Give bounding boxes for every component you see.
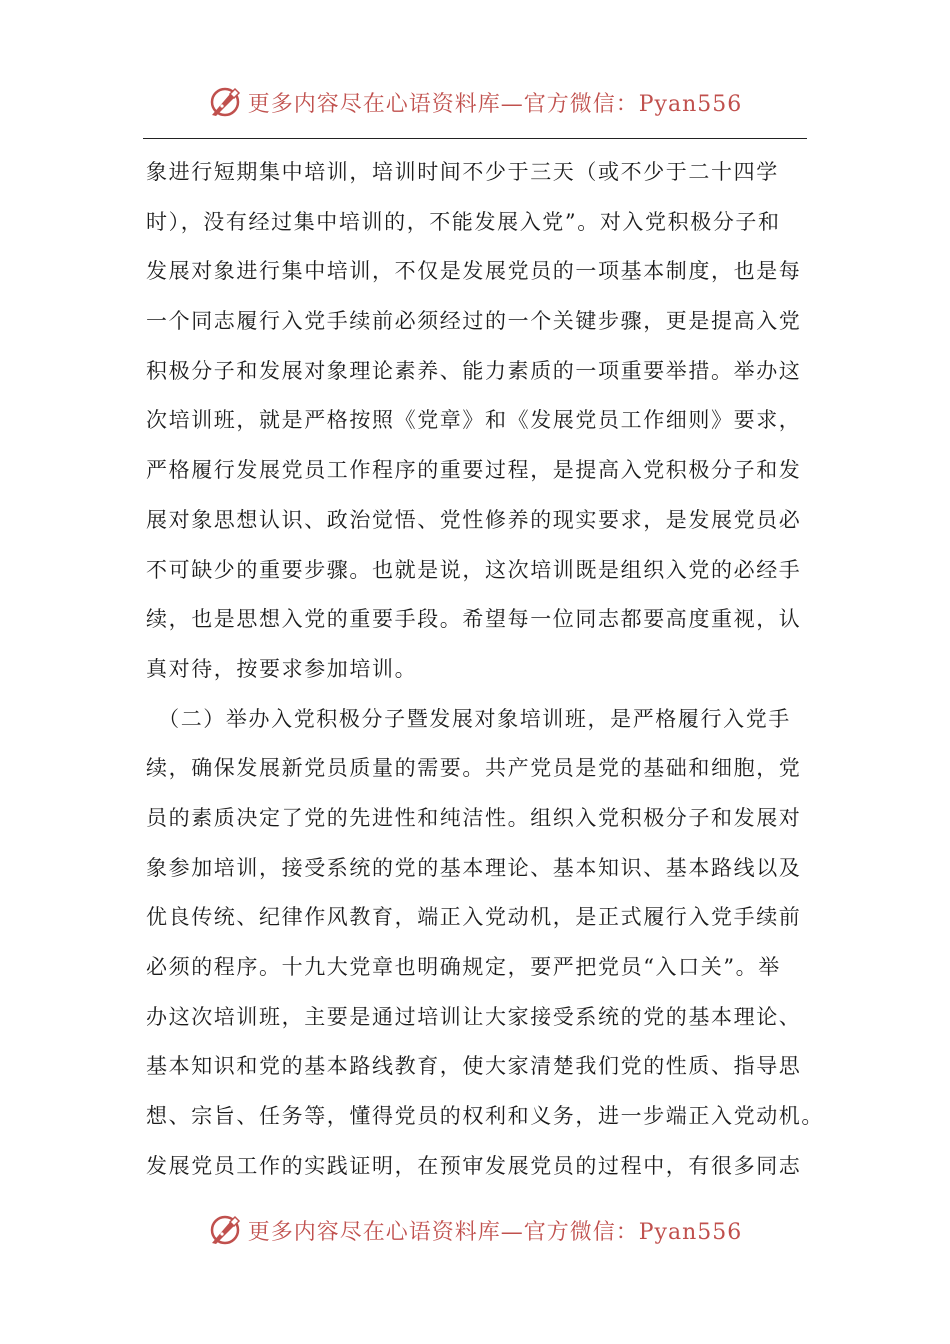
document-body xyxy=(146,148,824,1191)
text-line: 次培训班，就是严格按照《党章》和《发展党员工作细则》要求， xyxy=(146,408,802,433)
header-banner xyxy=(0,80,950,124)
header-divider xyxy=(143,138,807,139)
text-line: 严格履行发展党员工作程序的重要过程，是提高入党积极分子和发 xyxy=(146,458,802,483)
text-line: 优良传统、纪律作风教育，端正入党动机，是正式履行入党手续前 xyxy=(146,905,802,930)
text-line: 象进行短期集中培训，培训时间不少于三天（或不少于二十四学 xyxy=(146,160,779,184)
text-line: 象参加培训，接受系统的党的基本理论、基本知识、基本路线以及 xyxy=(146,855,802,880)
text-line: 续，确保发展新党员质量的需要。共产党员是党的基础和细胞，党 xyxy=(146,756,802,781)
text-line: 必须的程序。十九大党章也明确规定，要严把党员“入口关”。举 xyxy=(146,955,781,979)
text-line: 真对待，按要求参加培训。 xyxy=(146,656,418,681)
footer-banner-text: 更多内容尽在心语资料库—官方微信：Pyan556 xyxy=(247,1219,743,1245)
footer-banner xyxy=(0,1208,950,1252)
pen-nib-logo-icon xyxy=(208,85,242,119)
text-line: 一个同志履行入党手续前必须经过的一个关键步骤，更是提高入党 xyxy=(146,309,802,334)
text-line: 续，也是思想入党的重要手段。希望每一位同志都要高度重视，认 xyxy=(146,607,802,632)
text-line: 积极分子和发展对象理论素养、能力素质的一项重要举措。举办这 xyxy=(146,358,802,383)
text-line: 发展党员工作的实践证明，在预审发展党员的过程中，有很多同志 xyxy=(146,1153,802,1178)
text-line: 发展对象进行集中培训，不仅是发展党员的一项基本制度，也是每 xyxy=(146,259,802,284)
text-line: 时），没有经过集中培训的，不能发展入党”。对入党积极分子和 xyxy=(146,209,781,234)
text-line: 基本知识和党的基本路线教育，使大家清楚我们党的性质、指导思 xyxy=(146,1054,802,1079)
header-banner-text: 更多内容尽在心语资料库—官方微信：Pyan556 xyxy=(247,91,743,117)
text-line: 员的素质决定了党的先进性和纯洁性。组织入党积极分子和发展对 xyxy=(146,805,802,830)
text-line: 展对象思想认识、政治觉悟、党性修养的现实要求，是发展党员必 xyxy=(146,507,802,532)
text-line: 不可缺少的重要步骤。也就是说，这次培训既是组织入党的必经手 xyxy=(146,557,802,582)
text-line: 办这次培训班，主要是通过培训让大家接受系统的党的基本理论、 xyxy=(146,1004,802,1029)
section-heading-line: （二）举办入党积极分子暨发展对象培训班，是严格履行入党手 xyxy=(146,706,791,731)
pen-nib-logo-icon xyxy=(208,1213,242,1247)
text-line: 想、宗旨、任务等，懂得党员的权利和义务，进一步端正入党动机。 xyxy=(146,1104,824,1129)
